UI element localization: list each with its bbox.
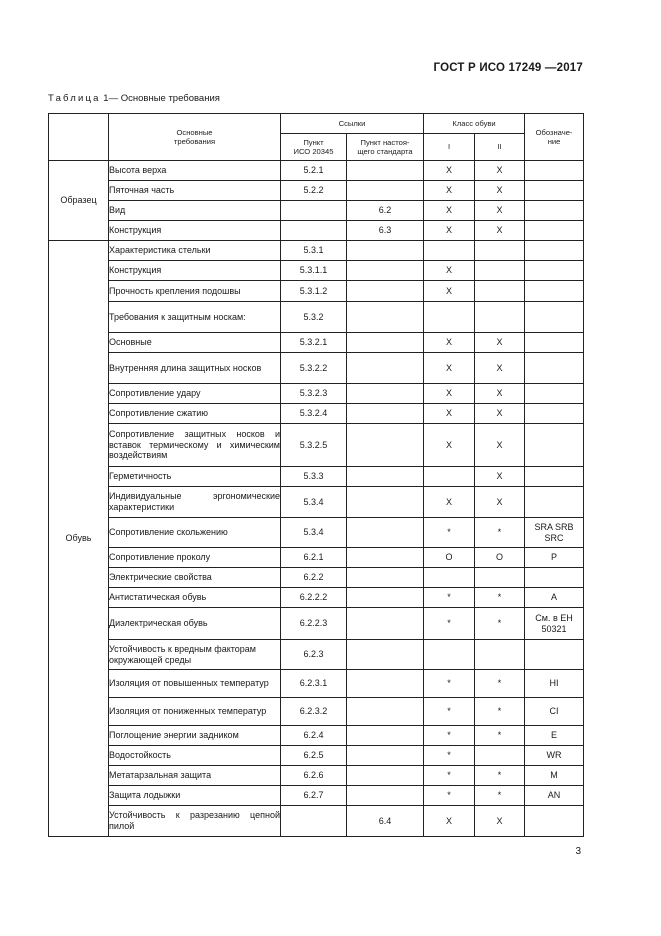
requirement-name: Характеристика стельки	[109, 241, 281, 261]
table-row	[49, 201, 584, 221]
designation: P	[525, 548, 584, 568]
class-1-mark: X	[424, 201, 475, 221]
class-2-mark: X	[475, 353, 525, 384]
designation: CI	[525, 698, 584, 726]
class-2-mark: *	[475, 698, 525, 726]
std-clause	[347, 766, 424, 786]
designation	[525, 353, 584, 384]
table-row	[49, 404, 584, 424]
iso-clause: 6.2.3	[281, 640, 347, 670]
table-row	[49, 384, 584, 404]
designation	[525, 404, 584, 424]
requirement-name: Водостойкость	[109, 746, 281, 766]
header-class-1: I	[424, 134, 475, 161]
caption-prefix: Таблица	[48, 93, 101, 104]
class-2-mark	[475, 281, 525, 302]
class-2-mark: X	[475, 384, 525, 404]
requirement-name: Изоляция от повышенных температур	[109, 670, 281, 698]
class-2-mark: X	[475, 404, 525, 424]
table-row	[49, 588, 584, 608]
iso-clause: 5.3.1	[281, 241, 347, 261]
std-clause	[347, 518, 424, 548]
iso-clause: 6.2.1	[281, 548, 347, 568]
class-1-mark: *	[424, 726, 475, 746]
requirement-name: Сопротивление скольжению	[109, 518, 281, 548]
requirement-name: Герметичность	[109, 467, 281, 487]
requirement-name: Устойчивость к разрезанию цепной пилой	[109, 806, 281, 837]
table-caption	[48, 93, 220, 104]
iso-clause: 5.3.2.5	[281, 424, 347, 467]
class-1-mark: X	[424, 487, 475, 518]
std-clause	[347, 302, 424, 333]
table-row	[49, 568, 584, 588]
group-footwear: Обувь	[49, 241, 109, 837]
class-2-mark: X	[475, 201, 525, 221]
iso-clause: 5.3.2.1	[281, 333, 347, 353]
iso-clause: 5.3.1.1	[281, 261, 347, 281]
requirement-name: Метатарзальная защита	[109, 766, 281, 786]
class-1-mark: X	[424, 161, 475, 181]
table-row	[49, 261, 584, 281]
iso-clause	[281, 806, 347, 837]
table-row	[49, 726, 584, 746]
requirement-name: Конструкция	[109, 261, 281, 281]
header-references: Ссылки	[281, 114, 424, 134]
table-row	[49, 353, 584, 384]
iso-clause	[281, 221, 347, 241]
designation: M	[525, 766, 584, 786]
class-2-mark: X	[475, 161, 525, 181]
iso-clause: 6.2.5	[281, 746, 347, 766]
designation	[525, 487, 584, 518]
iso-clause	[281, 201, 347, 221]
table-row	[49, 487, 584, 518]
std-clause	[347, 786, 424, 806]
group-sample: Образец	[49, 161, 109, 241]
requirement-name: Вид	[109, 201, 281, 221]
header-class-2: II	[475, 134, 525, 161]
page-number: 3	[575, 846, 581, 857]
std-clause	[347, 181, 424, 201]
class-1-mark: X	[424, 353, 475, 384]
designation	[525, 302, 584, 333]
std-clause	[347, 353, 424, 384]
standard-number: ГОСТ Р ИСО 17249 —2017	[433, 62, 583, 74]
requirement-name: Внутренняя длина защитных носков	[109, 353, 281, 384]
iso-clause: 6.2.6	[281, 766, 347, 786]
std-clause	[347, 333, 424, 353]
class-1-mark	[424, 568, 475, 588]
iso-clause: 5.2.1	[281, 161, 347, 181]
requirement-name: Изоляция от пониженных температур	[109, 698, 281, 726]
designation	[525, 806, 584, 837]
header-iso-clause: Пункт ИСО 20345	[281, 134, 347, 161]
class-1-mark: X	[424, 424, 475, 467]
class-1-mark: X	[424, 806, 475, 837]
class-1-mark: *	[424, 670, 475, 698]
header-designation: Обозначе- ние	[525, 114, 584, 161]
class-1-mark	[424, 467, 475, 487]
iso-clause: 6.2.3.1	[281, 670, 347, 698]
requirement-name: Поглощение энергии задником	[109, 726, 281, 746]
designation	[525, 201, 584, 221]
std-clause	[347, 161, 424, 181]
requirement-name: Сопротивление удару	[109, 384, 281, 404]
table-row	[49, 806, 584, 837]
table-row	[49, 518, 584, 548]
iso-clause: 6.2.2	[281, 568, 347, 588]
designation	[525, 333, 584, 353]
class-2-mark	[475, 302, 525, 333]
class-1-mark: X	[424, 384, 475, 404]
class-2-mark: X	[475, 487, 525, 518]
designation: HI	[525, 670, 584, 698]
class-1-mark: X	[424, 281, 475, 302]
designation	[525, 467, 584, 487]
class-1-mark	[424, 302, 475, 333]
header-footwear-class: Класс обуви	[424, 114, 525, 134]
class-2-mark: *	[475, 588, 525, 608]
class-1-mark: X	[424, 221, 475, 241]
class-2-mark	[475, 746, 525, 766]
std-clause: 6.3	[347, 221, 424, 241]
table-row	[49, 424, 584, 467]
requirement-name: Требования к защитным носкам:	[109, 302, 281, 333]
table-row	[49, 670, 584, 698]
std-clause	[347, 640, 424, 670]
std-clause	[347, 467, 424, 487]
class-2-mark: X	[475, 467, 525, 487]
class-2-mark	[475, 640, 525, 670]
iso-clause: 6.2.2.2	[281, 588, 347, 608]
caption-number: 1	[103, 93, 109, 104]
std-clause	[347, 726, 424, 746]
class-1-mark	[424, 241, 475, 261]
class-2-mark	[475, 261, 525, 281]
requirement-name: Сопротивление защитных носков и вставок термическому и химическим воздействиям	[109, 424, 281, 467]
iso-clause: 5.3.1.2	[281, 281, 347, 302]
class-1-mark: *	[424, 786, 475, 806]
header-empty	[49, 114, 109, 161]
std-clause	[347, 746, 424, 766]
class-2-mark: X	[475, 806, 525, 837]
table-row	[49, 181, 584, 201]
class-1-mark: *	[424, 766, 475, 786]
class-1-mark: *	[424, 746, 475, 766]
class-2-mark: *	[475, 766, 525, 786]
designation: См. в ЕН 50321	[525, 608, 584, 640]
designation	[525, 281, 584, 302]
caption-title: — Основные требования	[108, 93, 220, 104]
requirement-name: Основные	[109, 333, 281, 353]
requirements-table	[48, 113, 584, 837]
table-row	[49, 241, 584, 261]
designation: SRA SRB SRC	[525, 518, 584, 548]
class-2-mark	[475, 241, 525, 261]
requirement-name: Индивидуальные эргономические характеристики	[109, 487, 281, 518]
class-2-mark: *	[475, 670, 525, 698]
designation: A	[525, 588, 584, 608]
designation	[525, 241, 584, 261]
std-clause: 6.2	[347, 201, 424, 221]
requirement-name: Прочность крепления подошвы	[109, 281, 281, 302]
header-std-clause: Пункт настоя- щего стандарта	[347, 134, 424, 161]
iso-clause: 5.3.4	[281, 518, 347, 548]
table-row	[49, 221, 584, 241]
designation: AN	[525, 786, 584, 806]
requirement-name: Диэлектрическая обувь	[109, 608, 281, 640]
iso-clause: 6.2.2.3	[281, 608, 347, 640]
class-1-mark: X	[424, 181, 475, 201]
class-1-mark	[424, 640, 475, 670]
table-row	[49, 640, 584, 670]
class-2-mark: *	[475, 518, 525, 548]
class-2-mark: *	[475, 786, 525, 806]
std-clause	[347, 548, 424, 568]
requirement-name: Конструкция	[109, 221, 281, 241]
iso-clause: 5.2.2	[281, 181, 347, 201]
class-2-mark: X	[475, 181, 525, 201]
class-1-mark: X	[424, 333, 475, 353]
class-2-mark: *	[475, 608, 525, 640]
std-clause	[347, 241, 424, 261]
std-clause	[347, 384, 424, 404]
requirement-name: Устойчивость к вредным факторам окружающей среды	[109, 640, 281, 670]
designation	[525, 424, 584, 467]
std-clause	[347, 281, 424, 302]
table-row	[49, 302, 584, 333]
table-row	[49, 281, 584, 302]
class-1-mark: X	[424, 404, 475, 424]
std-clause	[347, 588, 424, 608]
designation	[525, 161, 584, 181]
iso-clause: 6.2.3.2	[281, 698, 347, 726]
class-1-mark: *	[424, 698, 475, 726]
std-clause	[347, 424, 424, 467]
table-row	[49, 608, 584, 640]
table-row	[49, 766, 584, 786]
designation	[525, 221, 584, 241]
iso-clause: 5.3.3	[281, 467, 347, 487]
designation	[525, 181, 584, 201]
std-clause	[347, 404, 424, 424]
requirement-name: Пяточная часть	[109, 181, 281, 201]
iso-clause: 5.3.2.2	[281, 353, 347, 384]
class-2-mark: O	[475, 548, 525, 568]
table-row	[49, 467, 584, 487]
table-row	[49, 333, 584, 353]
class-2-mark: *	[475, 726, 525, 746]
iso-clause: 5.3.2.3	[281, 384, 347, 404]
class-1-mark: *	[424, 608, 475, 640]
designation	[525, 640, 584, 670]
iso-clause: 5.3.2.4	[281, 404, 347, 424]
requirement-name: Антистатическая обувь	[109, 588, 281, 608]
class-1-mark: X	[424, 261, 475, 281]
table-row	[49, 746, 584, 766]
std-clause	[347, 568, 424, 588]
designation	[525, 384, 584, 404]
class-1-mark: *	[424, 518, 475, 548]
std-clause	[347, 670, 424, 698]
table-row	[49, 698, 584, 726]
table-row	[49, 548, 584, 568]
std-clause	[347, 487, 424, 518]
std-clause	[347, 698, 424, 726]
iso-clause: 5.3.2	[281, 302, 347, 333]
designation	[525, 261, 584, 281]
class-2-mark: X	[475, 333, 525, 353]
std-clause	[347, 261, 424, 281]
designation: WR	[525, 746, 584, 766]
iso-clause: 6.2.7	[281, 786, 347, 806]
requirement-name: Электрические свойства	[109, 568, 281, 588]
designation	[525, 568, 584, 588]
class-1-mark: O	[424, 548, 475, 568]
requirement-name: Высота верха	[109, 161, 281, 181]
std-clause: 6.4	[347, 806, 424, 837]
table-row	[49, 786, 584, 806]
class-2-mark: X	[475, 221, 525, 241]
class-2-mark	[475, 568, 525, 588]
header-basic-requirements: Основные требования	[109, 114, 281, 161]
iso-clause: 6.2.4	[281, 726, 347, 746]
table-body	[49, 161, 584, 837]
requirement-name: Сопротивление проколу	[109, 548, 281, 568]
table-row	[49, 161, 584, 181]
designation: E	[525, 726, 584, 746]
class-1-mark: *	[424, 588, 475, 608]
requirement-name: Защита лодыжки	[109, 786, 281, 806]
requirement-name: Сопротивление сжатию	[109, 404, 281, 424]
std-clause	[347, 608, 424, 640]
iso-clause: 5.3.4	[281, 487, 347, 518]
class-2-mark: X	[475, 424, 525, 467]
